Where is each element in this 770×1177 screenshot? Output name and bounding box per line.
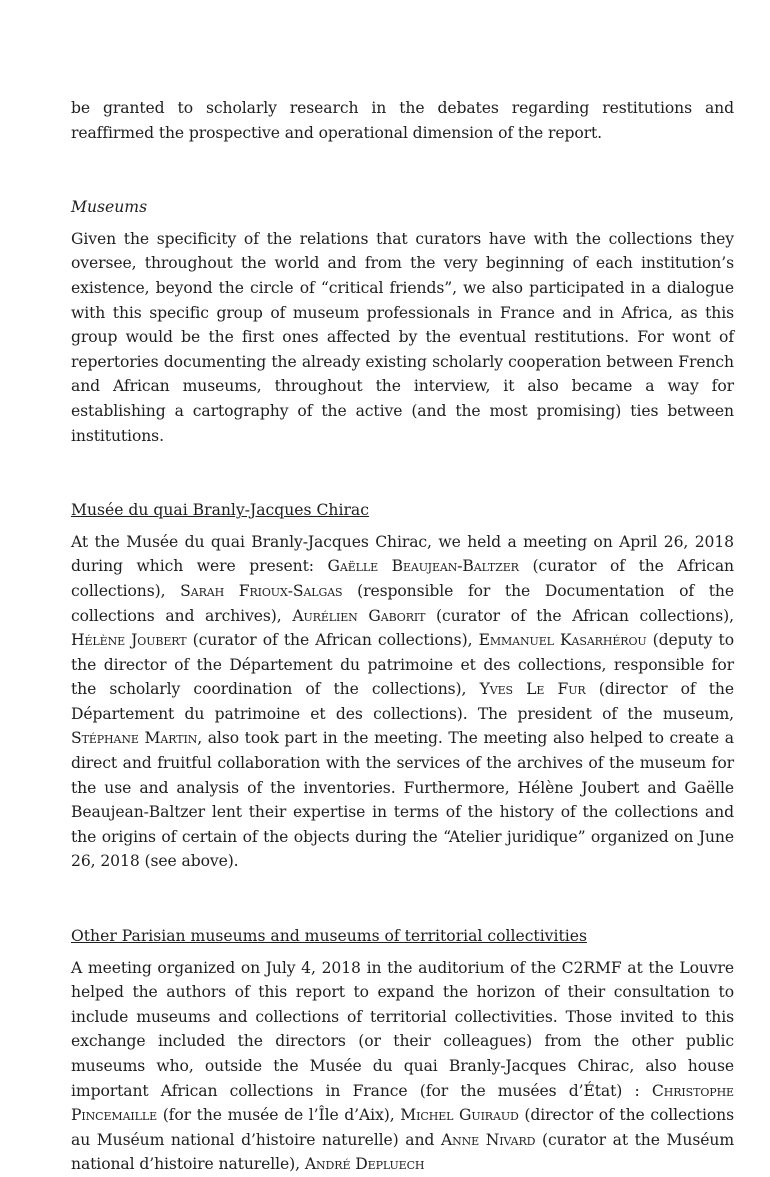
person-name: Anne Nivard bbox=[440, 1130, 536, 1149]
text-run: (deputy to the director of the Département du patrimoine et des collections, responsible for the scholarly coordination of the collections), bbox=[71, 631, 734, 699]
text-run: A meeting organized on July 4, 2018 in the auditorium of the C2RMF at the Louvre helped the authors of this report to expand the horizon of their consultation to include museums and collections of territorial collectivities. Those invited to this exchange included the directors (or their colleagues) from the other public museums who, outside the Musée du quai Branly-Jacques Chirac, also house important African collections in France (for the musées d’État) : bbox=[71, 958, 734, 1100]
section-other-museums bbox=[71, 924, 734, 1177]
spacer bbox=[71, 145, 734, 195]
text-run: (responsible for the Documentation of the collections and archives), bbox=[71, 581, 734, 625]
text-run: (curator of the African collections), bbox=[425, 606, 734, 625]
person-name: Aurélien Gaborit bbox=[292, 606, 426, 625]
section-heading-museums: Museums bbox=[71, 198, 148, 217]
section-branly bbox=[71, 498, 734, 874]
section-heading-other-museums: Other Parisian museums and museums of territorial collectivities bbox=[71, 927, 587, 946]
section-heading-branly: Musée du quai Branly-Jacques Chirac bbox=[71, 501, 369, 520]
person-name: Yves Le Fur bbox=[479, 680, 586, 699]
text-run: (director of the Département du patrimoine et des collections). The president of the museum, bbox=[71, 680, 735, 723]
intro-paragraph: be granted to scholarly research in the debates regarding restitutions and reaffirmed the prospective and operational dimension of the report. bbox=[71, 99, 734, 142]
branly-paragraph bbox=[71, 530, 734, 874]
person-name: Michel Guiraud bbox=[400, 1106, 519, 1125]
document-page bbox=[71, 96, 734, 1177]
person-name: Sarah Frioux-Salgas bbox=[180, 581, 343, 600]
text-run: (director of the collections au Muséum national d’histoire naturelle) and bbox=[71, 1106, 734, 1149]
person-name: Emmanuel Kasarhérou bbox=[478, 631, 647, 650]
person-name: Hélène Joubert bbox=[71, 631, 187, 650]
text-run: (for the musée de l’Île d’Aix), bbox=[157, 1106, 401, 1125]
spacer bbox=[71, 874, 734, 924]
text-run: (curator at the Muséum national d’histoire naturelle), bbox=[71, 1130, 735, 1174]
section-museums bbox=[71, 195, 734, 448]
text-run: , also took part in the meeting. The meeting also helped to create a direct and fruitful collaboration with the services of the archives of the museum for the use and analysis of the inventories. Furthermore, Hélène Joubert and Gaëlle Beaujean-Baltzer lent their expertise in terms of the history of the collections and the origins of certain of the objects during the “Atelier juridique” organized on June 26, 2018 (see above). bbox=[71, 729, 734, 871]
text-run: (curator of the African collections), bbox=[186, 631, 479, 650]
text-run: At the Musée du quai Branly-Jacques Chirac, we held a meeting on April 26, 2018 during which were present: bbox=[71, 532, 734, 576]
person-name: André Depluech bbox=[304, 1155, 425, 1174]
person-name: Stéphane Martin bbox=[71, 729, 198, 748]
person-name: Gaëlle Beaujean-Baltzer bbox=[327, 557, 519, 576]
spacer bbox=[71, 448, 734, 498]
text-run: (curator of the African collections), bbox=[71, 557, 734, 600]
museums-paragraph: Given the specificity of the relations that curators have with the collections they oversee, throughout the world and from the very beginning of each institution’s existence, beyond the circle of “critical friends”, we also participated in a dialogue with this specific group of museum professionals in France and in Africa, as this group would be the first ones affected by the eventual restitutions. For wont of repertories documenting the already existing scholarly cooperation between French and African museums, throughout the interview, it also became a way for establishing a cartography of the active (and the most promising) ties between institutions. bbox=[71, 229, 734, 445]
person-name: Christophe Pincemaille bbox=[71, 1081, 734, 1125]
